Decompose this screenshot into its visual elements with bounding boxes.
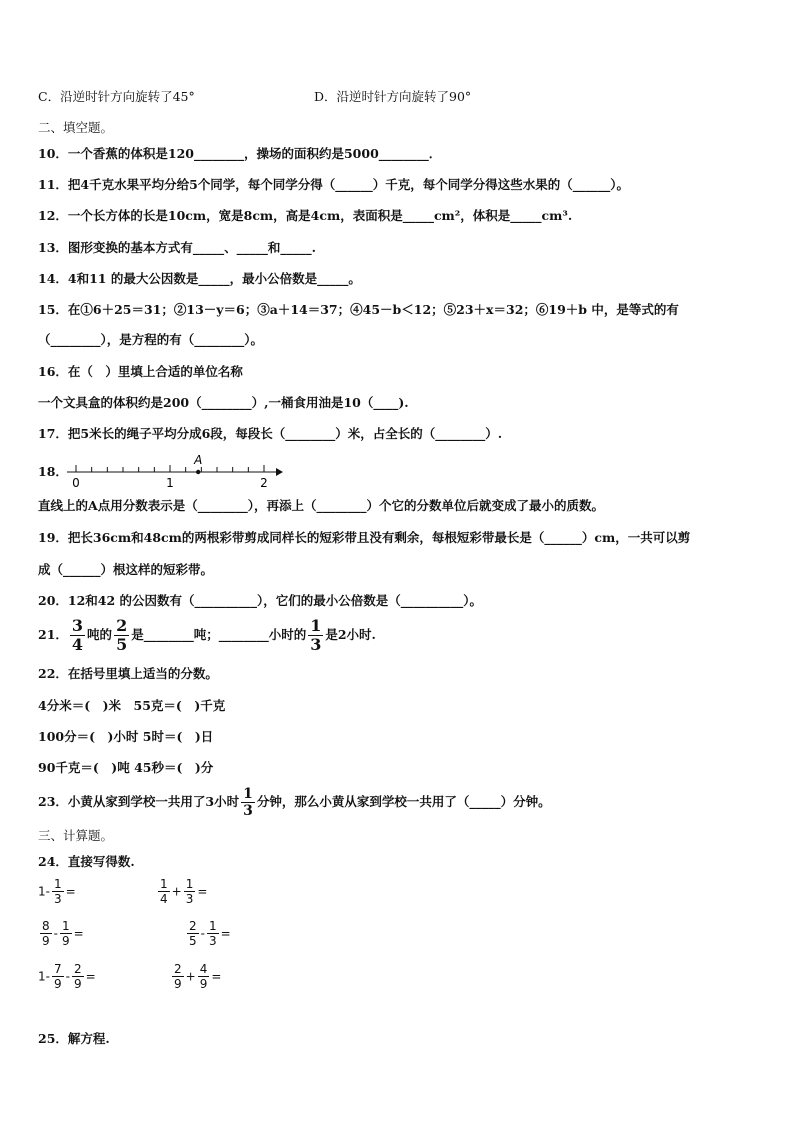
- question-25: 25．解方程.: [38, 1031, 110, 1046]
- section-calc-heading: 三、计算题。: [38, 828, 114, 843]
- question-18-text: 直线上的A点用分数表示是（________），再添上（________）个它的分数单位后就变成了最小的质数。: [38, 498, 604, 513]
- question-21: 21． $\frac{3}{4}$ 吨的 $\frac{2}{5}$ 是________吨；________小时的 $\frac{1}{3}$ 是2小时.: [38, 616, 376, 654]
- number-line-arrow: [276, 468, 283, 476]
- question-22-title: 22．在括号里填上适当的分数。: [38, 666, 218, 681]
- fraction-2-5: $\frac{2}{5}$: [116, 616, 128, 654]
- expression-6: $\frac{2}{9}$ + $\frac{4}{9}$ =: [174, 962, 222, 991]
- question-10: 10．一个香蕉的体积是120________，操场的面积约是5000________．: [38, 146, 442, 161]
- tick-label-2: 2: [260, 476, 268, 490]
- question-17: 17．把5米长的绳子平均分成6段，每段长（________）米，占全长的（________）.: [38, 426, 503, 441]
- option-d: D．沿逆时针方向旋转了90°: [314, 89, 472, 104]
- fraction-1-3-minutes: $\frac{1}{3}$: [243, 786, 253, 819]
- question-19-line1: 19．把长36cm和48cm的两根彩带剪成同样长的短彩带且没有剩余，每根短彩带最长是（______）cm，一共可以剪: [38, 530, 691, 545]
- tick-label-1: 1: [166, 476, 174, 490]
- expression-5: 1- $\frac{7}{9}$ - $\frac{2}{9}$ =: [38, 962, 96, 991]
- question-20: 20．12和42 的公因数有（__________），它们的最小公倍数是（__________）。: [38, 593, 483, 608]
- question-18-number: 18．: [38, 464, 68, 479]
- question-16-line1: 16．在（ ）里填上合适的单位名称: [38, 364, 243, 379]
- question-22-line1: 4分米＝( )米 55克＝( )千克: [38, 698, 226, 713]
- expression-1: 1- $\frac{1}{3}$ =: [38, 877, 76, 906]
- question-12: 12．一个长方体的长是10cm，宽是8cm，高是4cm，表面积是_____cm²，体积是_____cm³.: [38, 208, 573, 223]
- question-19-line2: 成（______）根这样的短彩带。: [38, 562, 214, 577]
- question-14: 14．4和11 的最大公因数是_____，最小公倍数是_____。: [38, 271, 361, 286]
- tick-label-0: 0: [72, 476, 80, 490]
- question-15-line2: （________），是方程的有（________）。: [38, 332, 264, 347]
- fraction-1-3: $\frac{1}{3}$: [310, 616, 322, 654]
- number-line: [62, 452, 292, 490]
- fraction-3-4: $\frac{3}{4}$: [71, 616, 84, 654]
- option-c: C．沿逆时针方向旋转了45°: [38, 89, 195, 104]
- question-16-line2: 一个文具盒的体积约是200（________）,一桶食用油是10（____).: [38, 395, 409, 410]
- expression-2: $\frac{1}{4}$ + $\frac{1}{3}$ =: [160, 877, 208, 906]
- question-22-line2: 100分＝( )小时 5时＝( )日: [38, 729, 214, 744]
- expression-4: $\frac{2}{5}$ - $\frac{1}{3}$ =: [189, 919, 231, 948]
- point-a: [196, 470, 200, 474]
- section-fill-heading: 二、填空题。: [38, 120, 114, 135]
- question-11: 11．把4千克水果平均分给5个同学，每个同学分得（______）千克，每个同学分得这些水果的（______）。: [38, 177, 630, 192]
- expression-3: $\frac{8}{9}$ - $\frac{1}{9}$ =: [42, 919, 84, 948]
- point-a-label: A: [194, 453, 203, 467]
- question-24-title: 24．直接写得数.: [38, 854, 135, 869]
- question-15-line1: 15．在①6＋25＝31；②13－y＝6；③a＋14＝37；④45－b＜12；⑤23＋x＝32；⑥19＋b 中，是等式的有: [38, 302, 679, 317]
- question-23: 23．小黄从家到学校一共用了3小时 $\frac{1}{3}$ 分钟，那么小黄从家到学校一共用了（_____）分钟。: [38, 786, 551, 819]
- question-22-line3: 90千克＝( )吨 45秒＝( )分: [38, 760, 214, 775]
- question-13: 13．图形变换的基本方式有_____、_____和_____.: [38, 240, 316, 255]
